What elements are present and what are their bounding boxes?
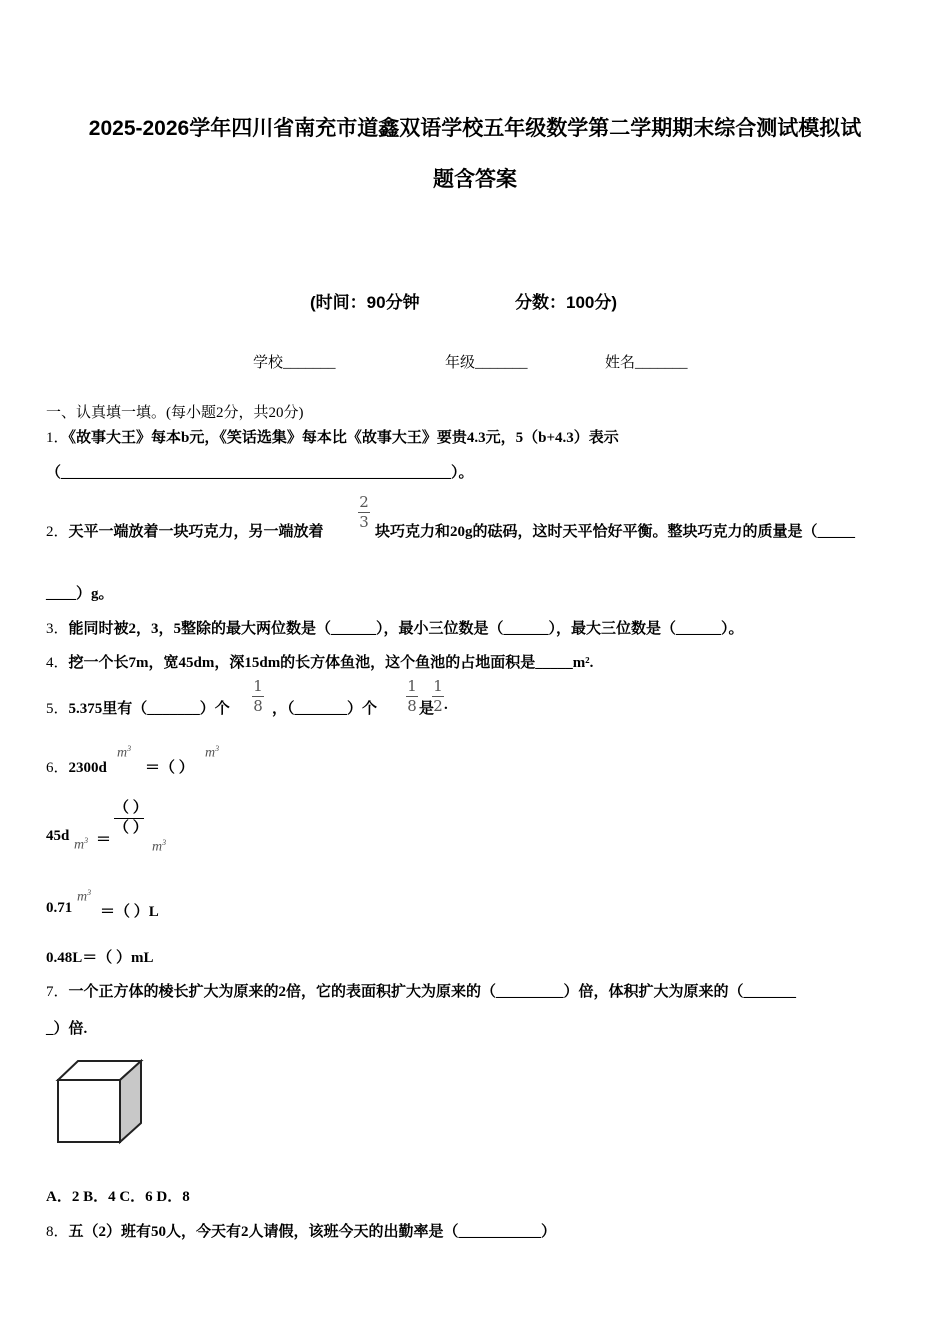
question-2-text-b: 块巧克力和20g的砝码，这时天平恰好平衡。整块巧克力的质量是（_____ xyxy=(375,524,856,540)
question-text: 5.375里有（_______）个 xyxy=(68,701,230,717)
fraction-numerator: 1 xyxy=(253,677,263,695)
question-number: 7． xyxy=(46,984,69,1000)
question-number: 4． xyxy=(46,655,69,671)
question-text: 挖一个长7m，宽45dm，深15dm的长方体鱼池，这个鱼池的占地面积是_____m². xyxy=(68,655,594,671)
conversion-equals: ＝（ ） xyxy=(145,760,194,776)
question-text: 一个正方体的棱长扩大为原来的2倍，它的表面积扩大为原来的（_________）倍，体积扩大为原来的（_______ xyxy=(68,984,797,1000)
cube-front-face xyxy=(58,1080,120,1142)
question-text: 五（2）班有50人，今天有2人请假，该班今天的出勤率是（___________） xyxy=(68,1224,557,1240)
question-5 xyxy=(46,697,230,718)
question-6-line-2: 45d xyxy=(46,828,70,844)
fraction-numerator: 1 xyxy=(433,677,443,695)
cube-figure xyxy=(54,1058,146,1148)
question-number: 5． xyxy=(46,701,69,717)
question-1-blank: （____________________________________________________）。 xyxy=(46,465,474,481)
question-7 xyxy=(46,980,796,1001)
conversion-equals: ＝（ ）L xyxy=(100,904,159,920)
question-2 xyxy=(46,520,324,541)
fraction-numerator: （ ） xyxy=(114,800,148,816)
conversion-equals: ＝ xyxy=(96,832,112,848)
question-6-line-3: 0.71 xyxy=(46,900,73,916)
fraction-one-half xyxy=(432,679,444,714)
question-number: 6． xyxy=(46,760,69,776)
fraction-denominator: 2 xyxy=(433,697,443,715)
unit-cubic-meter: $m^3$ xyxy=(74,836,89,853)
fraction-numerator: 2 xyxy=(359,493,369,511)
fraction-one-eighth xyxy=(406,679,418,714)
fraction-blank xyxy=(114,800,148,836)
section-heading: 一、认真填一填。(每小题2分，共20分) xyxy=(46,405,304,421)
question-7-text-b: _）倍. xyxy=(46,1021,88,1037)
question-6-line-1 xyxy=(46,756,107,777)
question-6-line-4: 0.48L＝（ ）mL xyxy=(46,950,154,966)
document-title-line1: 2025-2026学年四川省南充市道鑫双语学校五年级数学第二学期期末综合测试模拟试 xyxy=(88,117,862,140)
question-number: 8． xyxy=(46,1224,69,1240)
school-field: 学校_______ xyxy=(253,355,336,371)
question-5-text-d: . xyxy=(444,697,448,713)
question-5-text-c: 是 xyxy=(419,701,435,717)
question-3 xyxy=(46,617,744,638)
question-5-text-b: ，（_______）个 xyxy=(272,701,378,717)
fraction-denominator: 8 xyxy=(407,697,417,715)
unit-cubic-meter: $m^3$ xyxy=(117,744,132,761)
question-7-options: A．2 B．4 C．6 D．8 xyxy=(46,1189,190,1205)
document-title-line2: 题含答案 xyxy=(433,168,517,191)
grade-field: 年级_______ xyxy=(445,355,528,371)
unit-cubic-meter: $m^3$ xyxy=(77,888,92,905)
conversion-value: 2300d xyxy=(68,760,107,776)
time-label: (时间：90分钟 xyxy=(310,293,420,312)
question-text: 能同时被2，3，5整除的最大两位数是（______），最小三位数是（______），最大三位数是（______）。 xyxy=(68,621,744,637)
question-8 xyxy=(46,1220,556,1241)
fraction-one-eighth xyxy=(252,679,264,714)
question-number: 3． xyxy=(46,621,69,637)
unit-cubic-meter: $m^3$ xyxy=(205,744,220,761)
fraction-numerator: 1 xyxy=(407,677,417,695)
score-label: 分数：100分) xyxy=(515,293,618,312)
question-text: 《故事大王》每本b元，《笑话选集》每本比《故事大王》要贵4.3元，5（b+4.3）表示 xyxy=(68,430,619,446)
fraction-denominator: （ ） xyxy=(114,820,148,836)
question-1 xyxy=(46,426,619,447)
question-4 xyxy=(46,651,593,672)
question-number: 2． xyxy=(46,524,69,540)
question-number: 1． xyxy=(46,430,69,446)
fraction-denominator: 8 xyxy=(253,697,263,715)
question-2-text-c: ____）g。 xyxy=(46,586,114,602)
name-field: 姓名_______ xyxy=(605,355,688,371)
unit-cubic-meter: $m^3$ xyxy=(152,838,167,855)
question-text: 天平一端放着一块巧克力，另一端放着 xyxy=(68,524,324,540)
fraction-two-thirds xyxy=(358,495,370,530)
fraction-denominator: 3 xyxy=(359,513,369,531)
